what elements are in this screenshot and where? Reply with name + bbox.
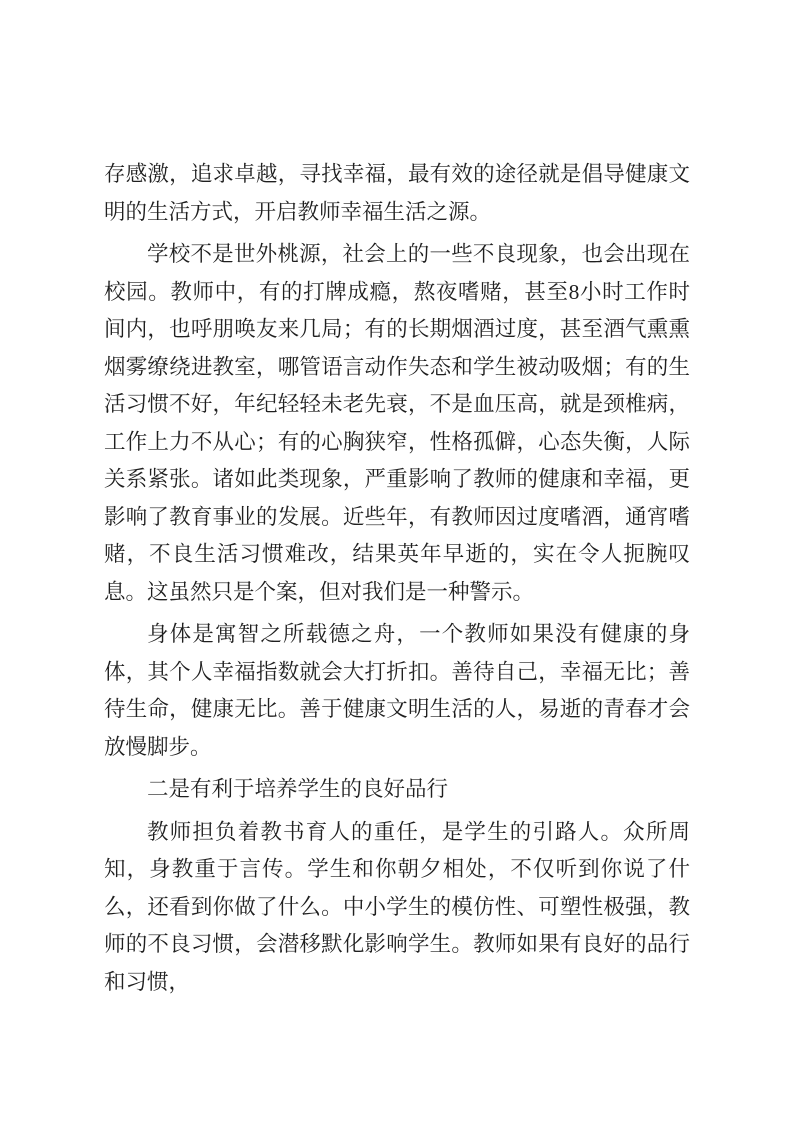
body-paragraph: 存感激，追求卓越，寻找幸福，最有效的途径就是倡导健康文明的生活方式，开启教师幸福生活之源。 xyxy=(104,162,690,224)
document-text-block xyxy=(104,156,690,1006)
body-paragraph: 教师担负着教书育人的重任，是学生的引路人。众所周知，身教重于言传。学生和你朝夕相处，不仅听到你说了什么，还看到你做了什么。中小学生的模仿性、可塑性极强，教师的不良习惯，会潜移默化影响学生。教师如果有良好的品行和习惯， xyxy=(104,819,690,994)
section-subheading: 二是有利于培养学生的良好品行 xyxy=(147,777,449,801)
body-paragraph: 学校不是世外桃源，社会上的一些不良现象，也会出现在校园。教师中，有的打牌成瘾，熬夜嗜赌，甚至8小时工作时间内，也呼朋唤友来几局；有的长期烟酒过度，甚至酒气熏熏烟雾缭绕进教室，哪管语言动作失态和学生被动吸烟；有的生活习惯不好，年纪轻轻未老先衰，不是血压高，就是颈椎病，工作上力不从心；有的心胸狭窄，性格孤僻，心态失衡，人际关系紧张。诸如此类现象，严重影响了教师的健康和幸福，更影响了教育事业的发展。近些年，有教师因过度嗜酒，通宵嗜赌，不良生活习惯难改，结果英年早逝的，实在令人扼腕叹息。这虽然只是个案，但对我们是一种警示。 xyxy=(104,242,690,604)
body-paragraph: 身体是寓智之所载德之舟，一个教师如果没有健康的身体，其个人幸福指数就会大打折扣。善待自己，幸福无比；善待生命，健康无比。善于健康文明生活的人，易逝的青春才会放慢脚步。 xyxy=(104,622,690,759)
